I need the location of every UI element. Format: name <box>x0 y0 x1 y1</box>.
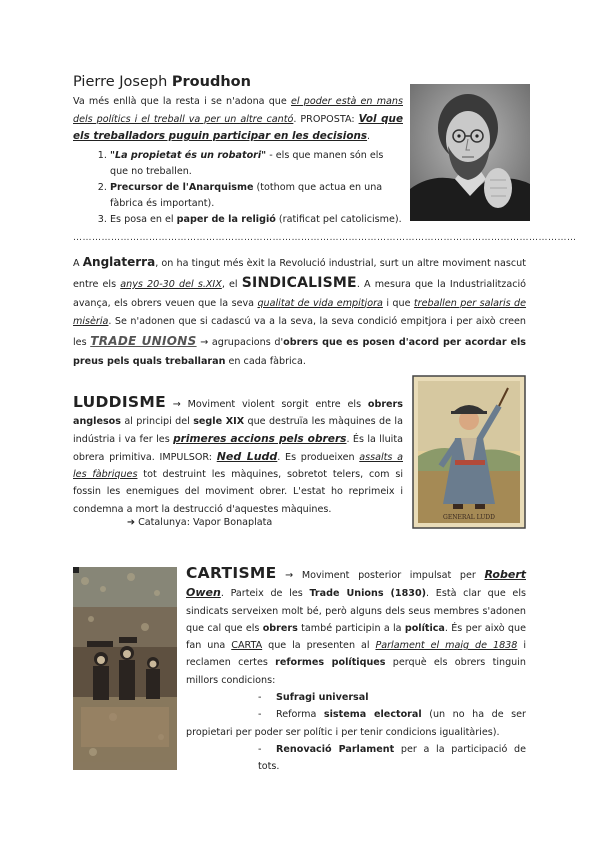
proudhon-proposal: Vol que els treballadors puguin participar en les decisions <box>73 112 403 143</box>
dotted-separator: …………………………………………………………………………………………………………………………………………… <box>73 233 577 243</box>
proudhon-paragraph: Va més enllà que la resta i se n'adona que el poder està en mans dels polítics i el treball va per un altre cantó. PROPOSTA: Vol que els treballadors puguin participar en les decisions. <box>73 96 403 143</box>
salaris-phrase: treballen per salaris de misèria <box>73 297 527 328</box>
anglaterra-word: Anglaterra <box>82 255 156 269</box>
cartisme-title: CARTISME <box>186 564 277 582</box>
cartisme-mosaic-image <box>73 567 177 770</box>
catalunya-bullet: ➔ Catalunya: Vapor Bonaplata <box>127 517 273 528</box>
list-item: 2. Precursor de l'Anarquisme (tothom que actua en una fàbrica és important). <box>110 180 403 212</box>
proudhon-portrait <box>410 84 530 221</box>
assalts-phrase: assalts a les fàbriques <box>73 451 403 481</box>
carta-word: CARTA <box>231 640 263 652</box>
proudhon-list <box>73 148 403 228</box>
cartisme-paragraph: CARTISME → Moviment posterior impulsat per Robert Owen. Parteix de les Trade Unions (1830). Està clar que els sindicats serveixen molt bé, però alguns dels seus membres s'adonen que cal que els obrers també participin a la política. És per això que fan una CARTA que la presenten al Parlament el maig de 1838 i reclamen certes reformes polítiques perquè els obrers tinguin millors condicions: - Sufragi universal - Reforma sistema electoral (un no ha de ser propietari per poder ser polític i per tenir condicions igualitàries). - Renovació Parlament per a la participació de tots. <box>186 565 526 776</box>
parlament-phrase: Parlament el maig de 1838 <box>375 640 518 652</box>
qualitat-phrase: qualitat de vida empitjora <box>257 297 383 309</box>
ned-ludd: Ned Ludd <box>216 449 278 463</box>
proudhon-heading <box>73 72 403 92</box>
list-item: 3. Es posa en el paper de la religió (ratificat pel catolicisme). <box>110 212 403 228</box>
luddisme-title: LUDDISME <box>73 393 166 411</box>
proudhon-underline-phrase: el poder està en mans dels polítics i el treball va per un altre cantó <box>73 96 403 125</box>
general-ludd-illustration <box>413 376 525 528</box>
sindicalisme-paragraph: A Anglaterra, on ha tingut més èxit la Revolució industrial, surt un altre moviment nascut entre els anys 20-30 del s.XIX, el SINDICALISME. A mesura que la Industrialització avança, els obrers veuen que la seva qualitat de vida empitjora i que treballen per salaris de misèria. Se n'adonen que si cadascú va a la seva, la seva condició empitjora i per això creen les TRADE UNIONS → agrupacions d'obrers que es posen d'acord per acordar els preus pels quals treballaran en cada fàbrica. <box>73 255 527 367</box>
list-item: 1. "La propietat és un robatori" - els que manen són els que no treballen. <box>110 148 403 180</box>
list-item: - Renovació Parlament per a la participació de tots. <box>258 743 526 773</box>
sindicalisme-title: SINDICALISME <box>241 274 357 291</box>
list-item: - Sufragi universal <box>258 692 369 704</box>
proudhon-section <box>73 72 403 228</box>
primeres-accions: primeres accions pels obrers <box>173 432 347 445</box>
obrers-phrase: obrers que es posen d'acord per acordar els preus pels quals treballaran <box>73 337 526 367</box>
luddisme-paragraph: LUDDISME → Moviment violent sorgit entre els obrers anglesos al principi del segle XIX que destruïa les màquines de la indústria i va fer les primeres accions pels obrers. És la lluita obrera primitiva. IMPULSOR: Ned Ludd. Es produeixen assalts a les fàbriques tot destruint les màquines, sobretot telers, com si fossin les enemigues del moviment obrer. L'estat ho reprimeix i condemna a mort la destrucció d'aquestes màquines. <box>73 393 403 515</box>
illustration-caption: GENERAL LUDD <box>443 514 495 521</box>
robert-owen: Robert Owen <box>186 568 526 600</box>
trade-unions-title: TRADE UNIONS <box>90 334 197 349</box>
proudhon-heading-last: Proudhon <box>171 74 251 90</box>
list-item: - Reforma sistema electoral (un no ha de ser propietari per poder ser polític i per tenir condicions igualitàries). <box>186 709 526 738</box>
anys-phrase: anys 20-30 del s.XIX <box>120 278 222 290</box>
proudhon-heading-first: Pierre Joseph <box>73 74 172 90</box>
